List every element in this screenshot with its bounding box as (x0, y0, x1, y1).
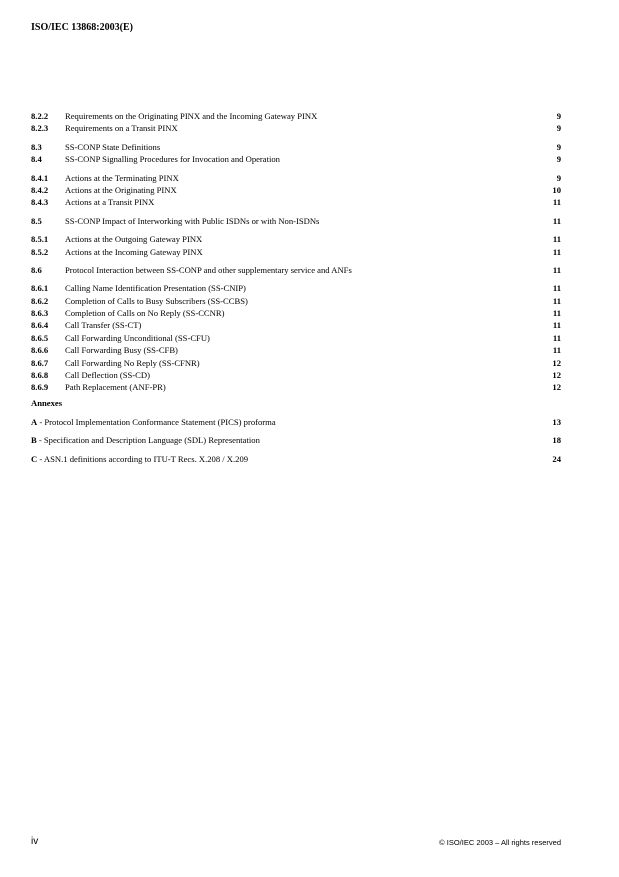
toc-entry[interactable] (31, 246, 561, 258)
toc-entry[interactable] (31, 184, 561, 196)
toc-entry-number: 8.6.9 (31, 382, 49, 393)
toc-entry[interactable] (31, 295, 561, 307)
toc-entry[interactable] (31, 110, 561, 122)
toc-entry[interactable] (31, 233, 561, 245)
toc-entry-page: 9 (556, 141, 561, 152)
toc-entry[interactable] (31, 369, 561, 381)
toc-entry-page: 11 (552, 345, 561, 356)
toc-entry-title: Path Replacement (ANF-PR) (65, 382, 166, 393)
annex-title-text: - ASN.1 definitions according to ITU-T Recs. X.208 / X.209 (37, 453, 249, 464)
toc-entry-title: Calling Name Identification Presentation (SS-CNIP) (65, 283, 246, 294)
annex-entry[interactable] (31, 416, 561, 428)
toc-entry-number: 8.6.1 (31, 283, 49, 294)
annex-letter: A (31, 416, 38, 427)
toc-entry[interactable] (31, 307, 561, 319)
toc-entry[interactable] (31, 357, 561, 369)
toc-entry-number: 8.2.3 (31, 123, 49, 134)
page-number: iv (31, 836, 39, 847)
annex-entry-title (31, 434, 531, 446)
toc-entry-page: 11 (552, 283, 561, 294)
toc-entry-page: 11 (552, 234, 561, 245)
annex-entry-page: 24 (552, 453, 561, 464)
toc-entry-title: Requirements on the Originating PINX and the Incoming Gateway PINX (65, 111, 318, 121)
toc-entry-number: 8.5.1 (31, 234, 49, 245)
toc-entry-number: 8.6.6 (31, 345, 49, 356)
annex-entry[interactable] (31, 453, 561, 465)
toc-entry-number: 8.4 (31, 154, 42, 165)
toc-entry[interactable] (31, 344, 561, 356)
toc-entry-page: 12 (552, 382, 561, 393)
toc-entry-page: 9 (556, 123, 561, 134)
toc-entry-page: 11 (552, 215, 561, 226)
toc-entry-number: 8.6.7 (31, 357, 49, 368)
annex-entry[interactable] (31, 434, 561, 446)
toc-entry[interactable] (31, 215, 561, 227)
toc-entry-number: 8.4.3 (31, 197, 49, 208)
toc-entry-number: 8.6.3 (31, 308, 49, 319)
toc-entry[interactable] (31, 319, 561, 331)
annex-letter: B (31, 435, 37, 446)
annex-letter: C (31, 453, 38, 464)
toc-entry-page: 9 (556, 111, 561, 121)
toc-entry[interactable] (31, 282, 561, 294)
toc-entry-title: Call Forwarding No Reply (SS-CFNR) (65, 357, 200, 368)
toc-entry-page: 9 (556, 172, 561, 183)
toc-entry-page: 12 (552, 370, 561, 381)
toc-entry-title: Call Forwarding Unconditional (SS-CFU) (65, 332, 210, 343)
toc-entry-title: Call Transfer (SS-CT) (65, 320, 142, 331)
toc-entry[interactable] (31, 153, 561, 165)
toc-entry-number: 8.4.1 (31, 172, 49, 183)
toc-entry-number: 8.6.2 (31, 295, 49, 306)
toc-entry-page: 10 (552, 184, 561, 195)
annex-entry-page: 18 (552, 435, 561, 446)
toc-entry-page: 11 (552, 320, 561, 331)
annex-title-text: - Specification and Description Language (SDL) Representation (36, 435, 260, 446)
toc-entry-number: 8.2.2 (31, 111, 49, 121)
table-of-contents (31, 110, 561, 465)
toc-entry-number: 8.5.2 (31, 246, 49, 257)
toc-entry-number: 8.3 (31, 141, 42, 152)
toc-entry-title: Call Forwarding Busy (SS-CFB) (65, 345, 178, 356)
annex-entry-title (31, 453, 531, 465)
toc-entry-number: 8.4.2 (31, 184, 49, 195)
annex-entry-page: 13 (552, 416, 561, 427)
toc-entry-title: Completion of Calls to Busy Subscribers (SS-CCBS) (65, 295, 248, 306)
annex-title-text: - Protocol Implementation Conformance Statement (PICS) proforma (37, 416, 276, 427)
toc-entry-title: Protocol Interaction between SS-CONP and other supplementary service and ANFs (65, 264, 352, 275)
toc-entry-title: Actions at a Transit PINX (65, 197, 155, 208)
toc-entry-title: SS-CONP Impact of Interworking with Public ISDNs or with Non-ISDNs (65, 215, 320, 226)
toc-entry-title: Actions at the Terminating PINX (65, 172, 179, 183)
toc-entry-number: 8.6 (31, 264, 42, 275)
copyright-notice: © ISO/IEC 2003 – All rights reserved (439, 838, 561, 847)
toc-entry-title: SS-CONP Signalling Procedures for Invocation and Operation (65, 154, 280, 165)
toc-entry-page: 11 (552, 246, 561, 257)
toc-entry[interactable] (31, 264, 561, 276)
toc-entry[interactable] (31, 122, 561, 134)
toc-entry-page: 9 (556, 154, 561, 165)
toc-entry[interactable] (31, 381, 561, 393)
annexes-heading: Annexes (31, 397, 63, 408)
document-id-header: ISO/IEC 13868:2003(E) (31, 22, 133, 33)
toc-entry[interactable] (31, 196, 561, 208)
toc-entry-page: 11 (552, 197, 561, 208)
toc-entry-page: 11 (552, 264, 561, 275)
toc-entry[interactable] (31, 332, 561, 344)
toc-entry-page: 11 (552, 295, 561, 306)
toc-entry-title: Actions at the Outgoing Gateway PINX (65, 234, 203, 245)
toc-entry-title: Requirements on a Transit PINX (65, 123, 178, 134)
toc-entry-number: 8.6.5 (31, 332, 49, 343)
toc-entry-page: 12 (552, 357, 561, 368)
toc-entry-page: 11 (552, 332, 561, 343)
toc-entry-number: 8.5 (31, 215, 42, 226)
toc-entry-number: 8.6.4 (31, 320, 49, 331)
toc-entry-title: Actions at the Originating PINX (65, 184, 177, 195)
toc-entry-title: SS-CONP State Definitions (65, 141, 161, 152)
toc-entry-title: Actions at the Incoming Gateway PINX (65, 246, 203, 257)
toc-entry-title: Call Deflection (SS-CD) (65, 370, 150, 381)
toc-entry-page: 11 (552, 308, 561, 319)
toc-entry-number: 8.6.8 (31, 370, 49, 381)
annex-entry-title (31, 416, 531, 428)
toc-entry-title: Completion of Calls on No Reply (SS-CCNR) (65, 308, 225, 319)
toc-entry[interactable] (31, 141, 561, 153)
toc-entry[interactable] (31, 172, 561, 184)
